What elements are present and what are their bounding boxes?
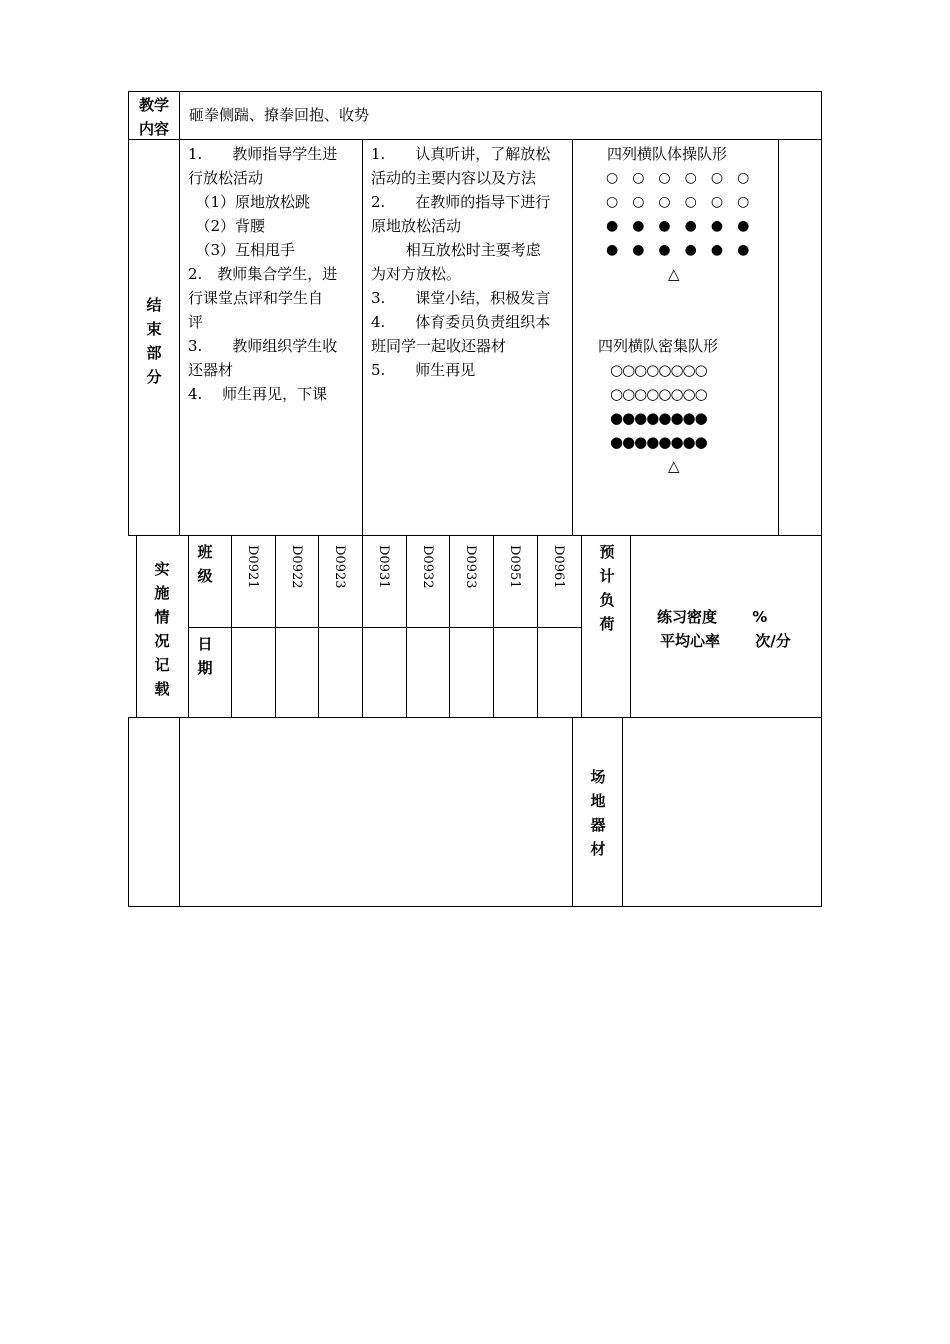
- rule-content-bottom: [128, 139, 822, 140]
- class-code: D0921: [245, 545, 260, 589]
- ending-label: 结束部分: [146, 296, 162, 386]
- rule-teacher-student: [362, 139, 363, 536]
- formation2-teacher-icon: △: [668, 457, 680, 475]
- formation1-teacher-icon: △: [668, 265, 680, 283]
- teacher-line: 行放松活动: [188, 169, 264, 187]
- load-label: 预计负荷: [599, 543, 615, 633]
- rule-impl-right: [821, 535, 822, 718]
- class-code: D0923: [332, 545, 347, 589]
- student-line: 相互放松时主要考虑: [371, 241, 541, 259]
- formation2-row: ●●●●●●●●: [610, 433, 707, 451]
- student-line: 5. 师生再见: [371, 361, 476, 379]
- rule-bottom-left: [128, 717, 129, 907]
- content-label: 教学内容: [138, 96, 169, 138]
- rule-bottom-right: [821, 717, 822, 907]
- rule-impl-load: [630, 535, 631, 718]
- rule-impl-bottom: [128, 717, 822, 718]
- formation1-row: ● ● ● ● ● ●: [606, 218, 750, 234]
- teacher-line: （2）背腰: [188, 217, 266, 235]
- implementation-label: 实施情况记载: [154, 560, 170, 698]
- student-line: 班同学一起收还器材: [371, 337, 507, 355]
- formation1-row: ○ ○ ○ ○ ○ ○: [606, 170, 750, 186]
- rule-ending-bottom: [128, 535, 822, 536]
- rule-bottom-venue-left: [572, 717, 573, 907]
- teacher-line: 评: [188, 313, 204, 331]
- content-text: 砸拳侧踹、撩拳回抱、收势: [189, 106, 370, 124]
- teacher-line: （1）原地放松跳: [188, 193, 311, 211]
- rule-bottom-label: [179, 717, 180, 907]
- teacher-line: 1. 教师指导学生进: [188, 145, 338, 163]
- student-line: 为对方放松。: [371, 265, 462, 283]
- teacher-line: 行课堂点评和学生自: [188, 289, 324, 307]
- density-text: 练习密度 %: [657, 608, 768, 626]
- teacher-line: 4. 师生再见，下课: [188, 385, 328, 403]
- rule-bottom-end: [128, 906, 822, 907]
- student-line: 1. 认真听讲，了解放松: [371, 145, 551, 163]
- venue-label: 场地器材: [590, 768, 606, 858]
- formation1-row: ● ● ● ● ● ●: [606, 242, 750, 258]
- student-line: 2. 在教师的指导下进行: [371, 193, 551, 211]
- rule-bottom-venue-right: [622, 717, 623, 907]
- class-code: D0931: [376, 545, 391, 589]
- class-code: D0932: [420, 545, 435, 589]
- class-code: D0933: [463, 545, 478, 589]
- date-label: 日期: [197, 635, 213, 677]
- class-code: D0951: [507, 545, 522, 589]
- teacher-activities: [188, 142, 360, 406]
- teacher-line: 3. 教师组织学生收: [188, 337, 338, 355]
- class-label: 班级: [197, 543, 213, 585]
- formation2-row: ○○○○○○○○: [610, 361, 707, 379]
- formation2-row: ○○○○○○○○: [610, 385, 707, 403]
- heart-rate-text: 平均心率 次/分: [660, 632, 791, 650]
- rule-right: [821, 91, 822, 536]
- formation1-title: 四列横队体操队形: [607, 145, 728, 163]
- formation1-row: ○ ○ ○ ○ ○ ○: [606, 194, 750, 210]
- student-line: 4. 体育委员负责组织本: [371, 313, 551, 331]
- formation2-title: 四列横队密集队形: [598, 337, 719, 355]
- rule-student-formation: [572, 139, 573, 536]
- student-line: 活动的主要内容以及方法: [371, 169, 537, 187]
- class-code: D0922: [289, 545, 304, 589]
- teacher-line: （3）互相甩手: [188, 241, 296, 259]
- rule-left-top: [128, 91, 129, 536]
- teacher-line: 2. 教师集合学生，进: [188, 265, 338, 283]
- student-activities: [371, 142, 571, 382]
- student-line: 原地放松活动: [371, 217, 462, 235]
- rule-top: [128, 91, 822, 92]
- formation2-row: ●●●●●●●●: [610, 409, 707, 427]
- rule-impl-mid: [188, 627, 582, 628]
- rule-label-col: [179, 91, 180, 536]
- rule-formation-extra: [778, 139, 779, 536]
- rule-impl-left: [136, 535, 137, 718]
- class-code: D0961: [551, 545, 566, 589]
- student-line: 3. 课堂小结，积极发言: [371, 289, 551, 307]
- teacher-line: 还器材: [188, 361, 234, 379]
